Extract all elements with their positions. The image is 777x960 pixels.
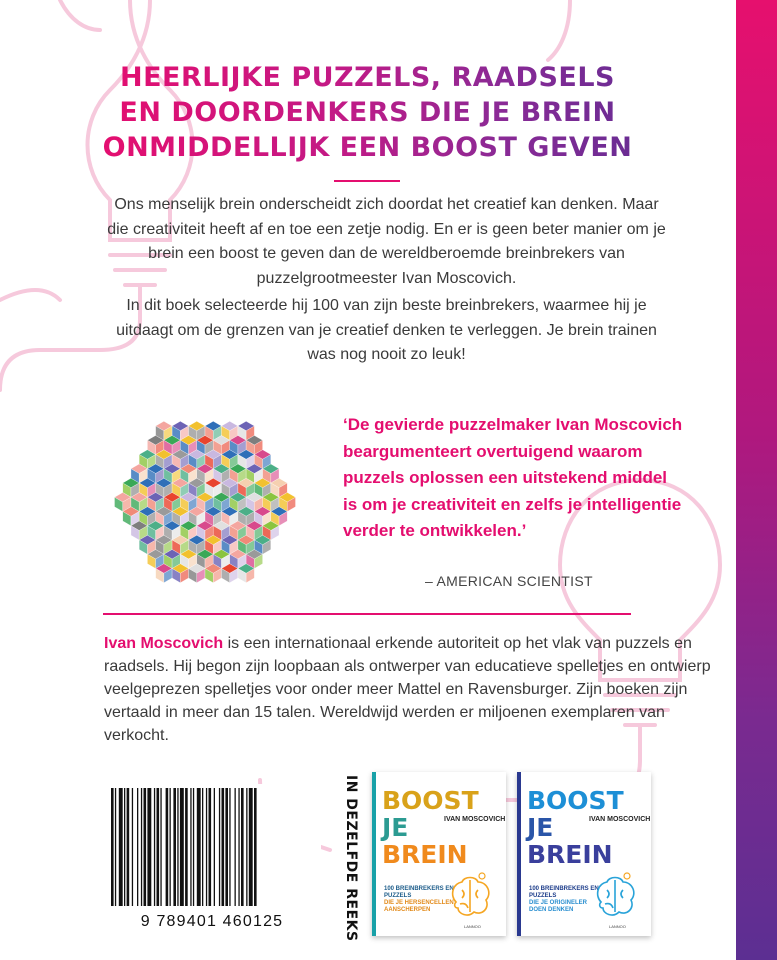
barcode-bar <box>246 788 247 906</box>
book-subtitle <box>384 886 454 914</box>
barcode-bar <box>238 788 239 906</box>
series-label <box>343 775 363 942</box>
barcode-bar <box>180 788 184 906</box>
book-title-line-2: JE <box>382 813 409 842</box>
barcode-bar <box>166 788 169 906</box>
isbn-number: 9 789401 460125 <box>140 913 284 930</box>
barcode-bar <box>144 788 147 906</box>
barcode-bar <box>241 788 244 906</box>
review-quote: ‘De gevierde puzzelmaker Ivan Moscovich beargumenteert overtuigend waarom puzzels oplossen een uitstekend middel is om je creativiteit en zelfs je intelligentie verder te ontwikkelen.’ <box>343 415 683 540</box>
barcode-bar <box>124 788 125 906</box>
book-publisher: LANNOO <box>464 924 481 929</box>
quote-attribution: – AMERICAN SCIENTIST <box>425 573 593 589</box>
barcode-bar <box>214 788 215 906</box>
barcode-bar <box>197 788 201 906</box>
headline: HEERLIJKE PUZZELS, RAADSELS EN DOORDENKERS DIE JE BREIN ONMIDDELLIJK EEN BOOST GEVEN <box>100 60 635 165</box>
author-name: Ivan Moscovich <box>104 635 224 652</box>
section-divider <box>103 613 631 615</box>
spine-gradient <box>736 0 777 960</box>
barcode-bar <box>137 788 138 906</box>
series-book-1 <box>372 772 506 936</box>
barcode-bar <box>254 788 257 906</box>
book-title-line-3: BREIN <box>527 840 613 869</box>
barcode-bar <box>190 788 191 906</box>
series-label-text: IN DEZELFDE REEKS <box>343 775 359 942</box>
barcode-bar <box>147 788 151 906</box>
brain-icon <box>446 872 496 922</box>
barcode-bar <box>173 788 176 906</box>
headline-divider <box>334 180 400 182</box>
author-bio <box>104 632 724 747</box>
barcode-bar <box>229 788 230 906</box>
book-title-line-2: JE <box>527 813 554 842</box>
barcode-bar <box>177 788 178 906</box>
book-tagline: DIE JE HERSENCELLEN AANSCHERPEN <box>384 900 454 913</box>
barcode-bar <box>222 788 225 906</box>
barcode-bar <box>170 788 171 906</box>
barcode-bar <box>154 788 155 906</box>
book-subtitle-main: 100 BREINBREKERS EN PUZZELS <box>529 886 599 899</box>
book-subtitle <box>529 886 599 914</box>
book-tagline: DIE JE ORIGINELER DOEN DENKEN <box>529 900 588 913</box>
brain-icon <box>591 872 641 922</box>
barcode-bar <box>157 788 160 906</box>
barcode-bar <box>235 788 236 906</box>
second-paragraph: In dit boek selecteerde hij 100 van zijn beste breinbrekers, waarmee hij je uitdaagt om de grenzen van je creatief denken te verleggen. Je brein trainen was nog nooit zo leuk! <box>116 297 657 363</box>
barcode-bar <box>132 788 133 906</box>
barcode-bar <box>225 788 228 906</box>
barcode-bar <box>111 788 114 906</box>
barcode-bar <box>206 788 207 906</box>
book-publisher: LANNOO <box>609 924 626 929</box>
isbn-barcode <box>103 784 321 932</box>
barcode-bar <box>209 788 212 906</box>
barcode-bar <box>160 788 161 906</box>
barcode-bar <box>193 788 194 906</box>
series-book-2 <box>517 772 651 936</box>
barcode-bar <box>119 788 123 906</box>
isometric-cubes-illustration <box>105 402 305 602</box>
barcode-bar <box>185 788 188 906</box>
book-edge <box>372 772 376 936</box>
book-edge <box>517 772 521 936</box>
author-bio-text: is een internationaal erkende autoriteit op het vlak van puzzels en raadsels. Hij begon zijn loopbaan als ontwerper van educatieve spelletjes en ontwierp veelgeprezen spelletjes voor onder meer Mattel en Ravensburger. Zijn boeken zijn vertaald in meer dan 15 talen. Wereldwijd werden er miljoenen exemplaren van verkocht. <box>104 635 711 744</box>
book-title-line-1: BOOST <box>382 786 479 815</box>
barcode-bar <box>115 788 116 906</box>
barcode-bar <box>127 788 130 906</box>
book-author: IVAN MOSCOVICH <box>444 816 506 823</box>
barcode-bar <box>249 788 253 906</box>
book-author: IVAN MOSCOVICH <box>589 816 651 823</box>
intro-paragraph: Ons menselijk brein onderscheidt zich doordat het creatief kan denken. Maar die creativiteit heeft af en toe een zetje nodig. En er is geen beter manier om je brein een boost te geven dan de wereldberoemde breinbrekers van puzzelgrootmeester Ivan Moscovich. <box>107 196 666 287</box>
book-title-line-3: BREIN <box>382 840 468 869</box>
barcode-bar <box>202 788 203 906</box>
barcode-bar <box>141 788 142 906</box>
book-title-line-1: BOOST <box>527 786 624 815</box>
barcode-bar <box>219 788 220 906</box>
book-subtitle-main: 100 BREINBREKERS EN PUZZELS <box>384 886 454 899</box>
